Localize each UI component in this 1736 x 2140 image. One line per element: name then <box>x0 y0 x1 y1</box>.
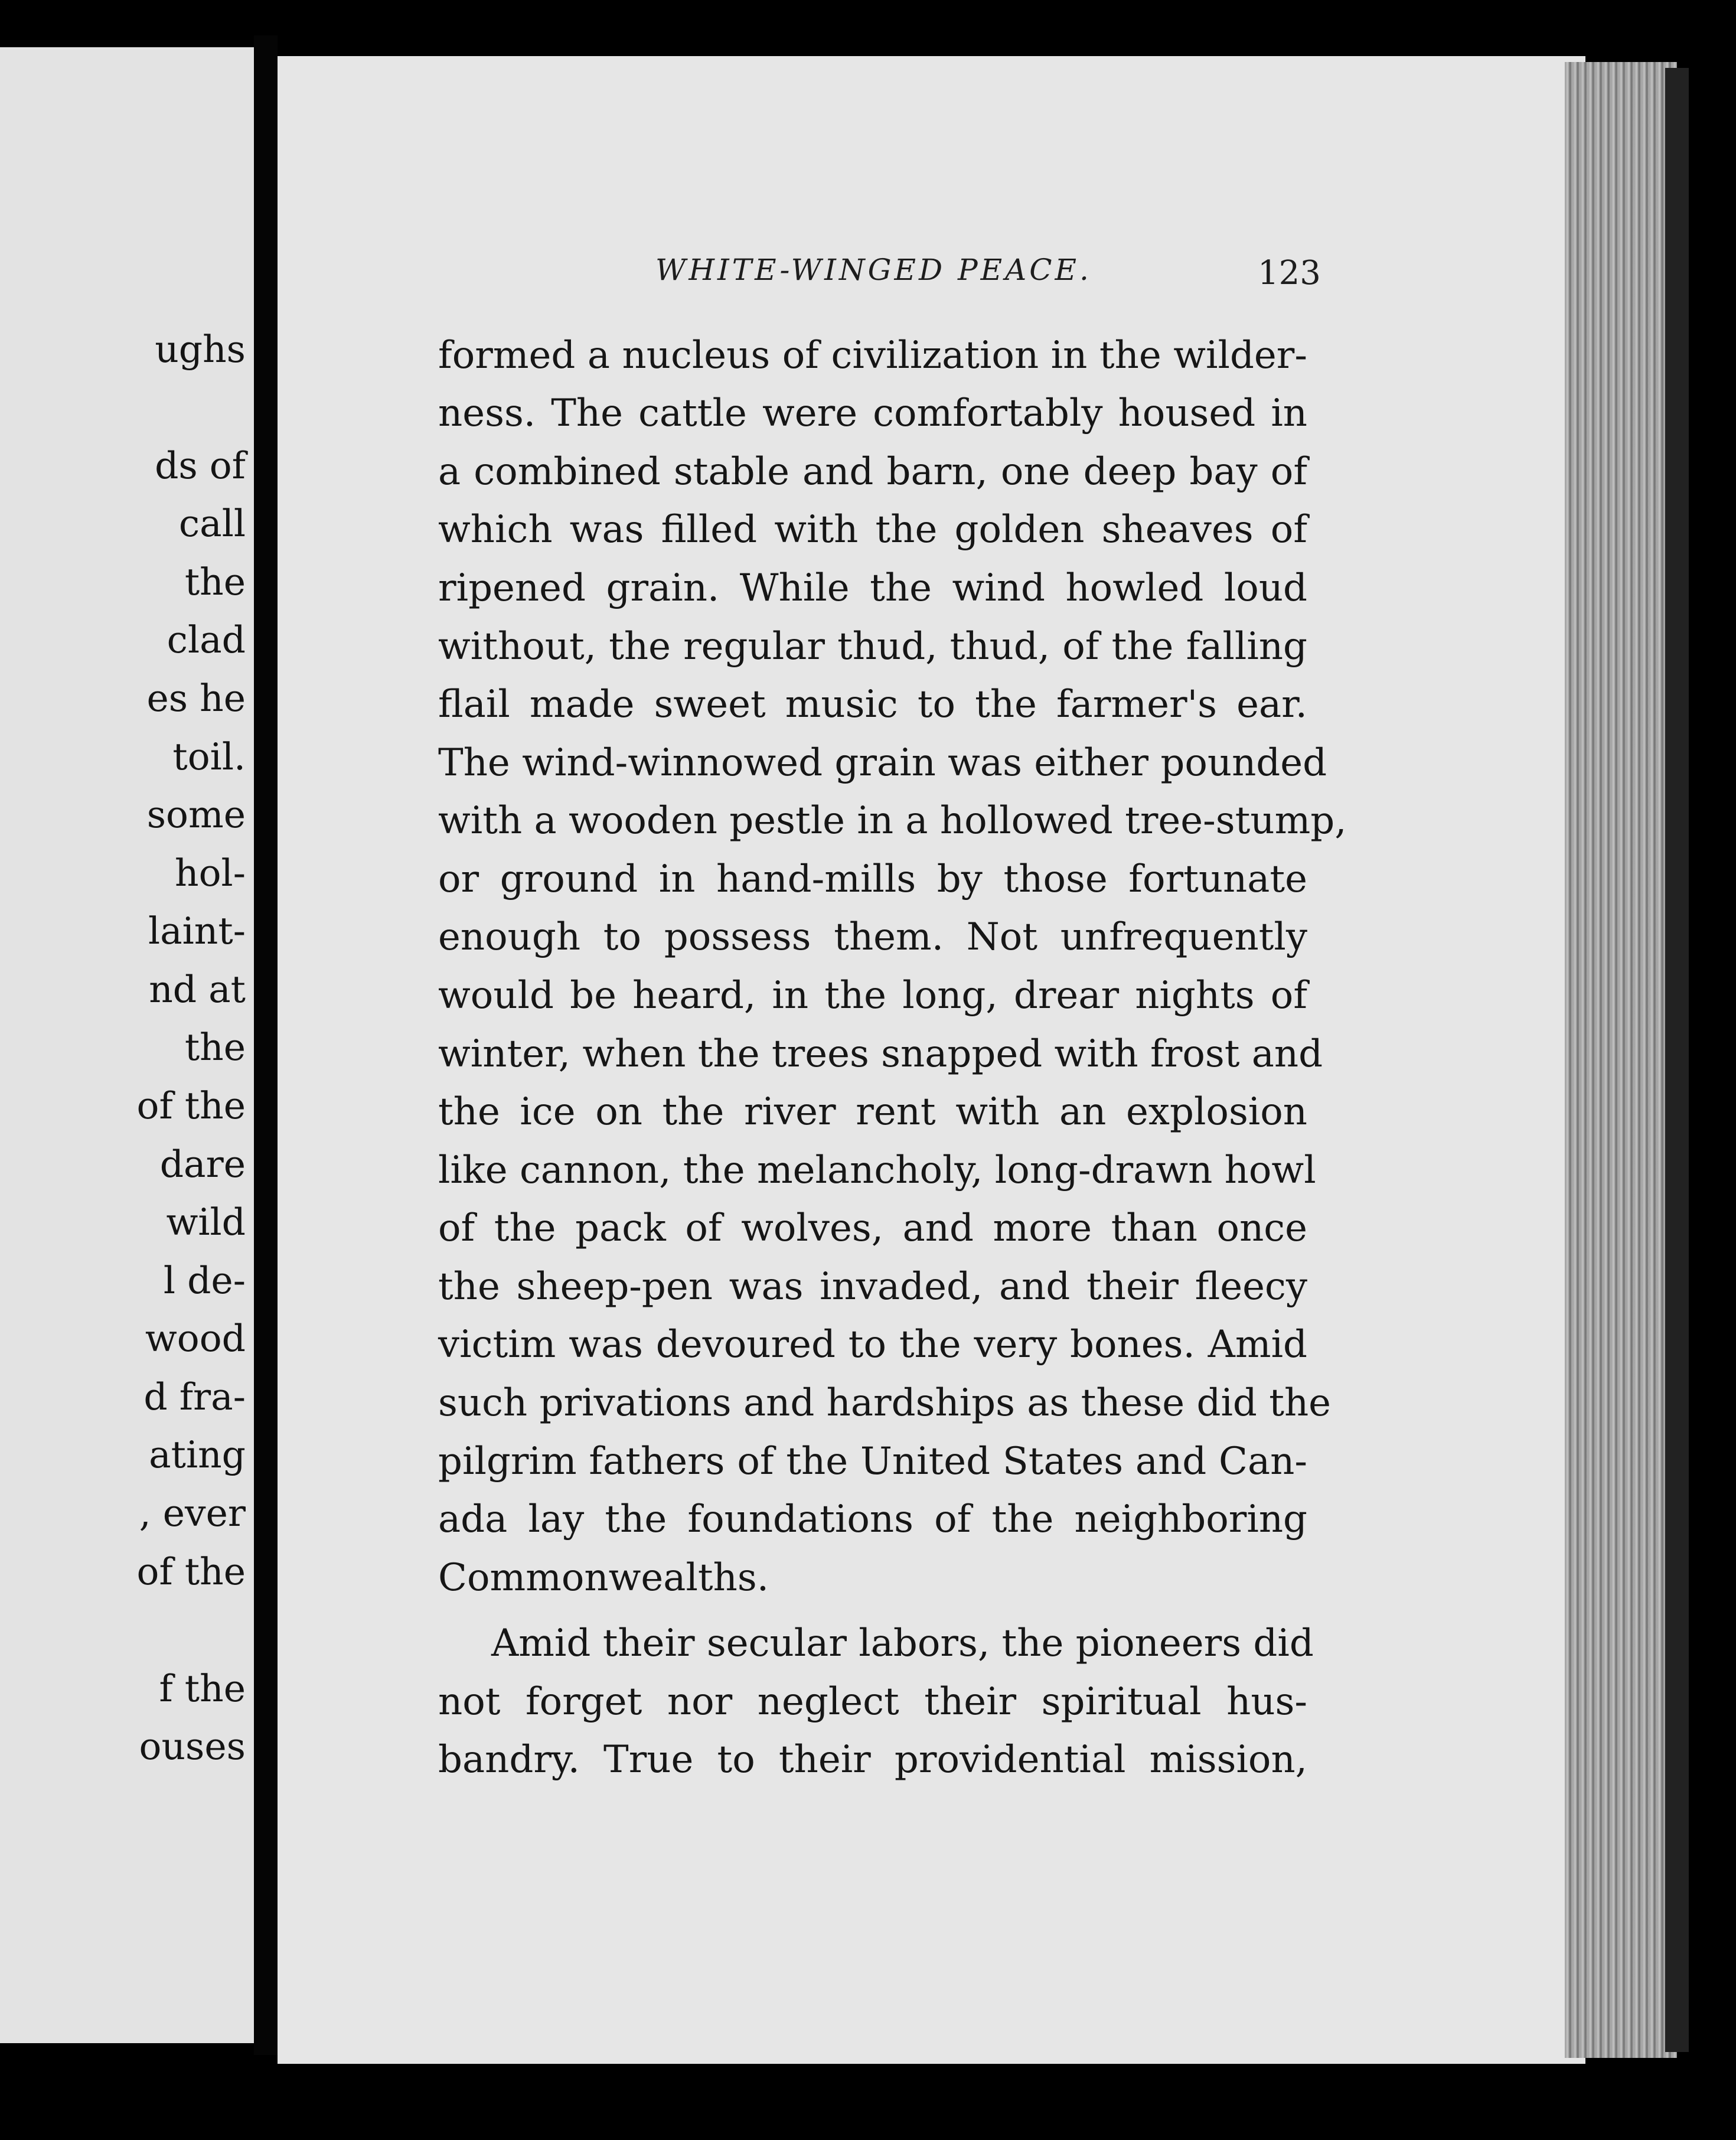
left-page-line: call <box>178 502 246 545</box>
page-fore-edge <box>1565 62 1677 2058</box>
body-text-line: formed a nucleus of civilization in the wilder- <box>438 334 1307 377</box>
book-gutter <box>254 35 278 2055</box>
left-page-line: the <box>184 560 246 603</box>
body-text-line: like cannon, the melancholy, long-drawn howl <box>438 1149 1316 1192</box>
body-text-line: The wind-winnowed grain was either pounded <box>438 741 1327 785</box>
body-text-line: not forget nor neglect their spiritual hus- <box>438 1680 1307 1724</box>
page-edge-shadow <box>1665 68 1689 2052</box>
left-page-line: dare <box>159 1143 246 1186</box>
left-page-line: f the <box>159 1667 246 1710</box>
left-page-line: es he <box>146 677 246 720</box>
left-page-line: wild <box>166 1201 246 1244</box>
left-page-line: nd at <box>149 968 246 1011</box>
body-text-line: victim was devoured to the very bones. Amid <box>438 1323 1307 1366</box>
body-text-line: a combined stable and barn, one deep bay of <box>438 450 1307 494</box>
body-text-line: flail made sweet music to the farmer's ear. <box>438 683 1307 726</box>
body-text-line: pilgrim fathers of the United States and Can- <box>438 1440 1307 1483</box>
running-head: WHITE-WINGED PEACE. <box>655 253 1092 287</box>
left-page-line: of the <box>136 1550 246 1593</box>
body-text-line: Commonwealths. <box>438 1556 769 1600</box>
left-page-line: ds of <box>155 444 246 487</box>
body-text-line: or ground in hand-mills by those fortunate <box>438 857 1307 901</box>
left-page-line: laint- <box>148 909 246 952</box>
left-page-line: some <box>146 793 246 836</box>
body-text-line: Amid their secular labors, the pioneers did <box>491 1622 1314 1665</box>
left-page-line: toil. <box>172 735 246 778</box>
left-page-line: of the <box>136 1084 246 1127</box>
left-page-line: l de- <box>163 1259 246 1302</box>
left-page <box>0 47 254 2043</box>
body-text-line: the sheep-pen was invaded, and their fleecy <box>438 1265 1307 1309</box>
left-page-line: ouses <box>139 1725 246 1768</box>
body-text-line: which was filled with the golden sheaves of <box>438 508 1307 552</box>
body-text-line: with a wooden pestle in a hollowed tree-stump, <box>438 799 1347 843</box>
body-text-line: of the pack of wolves, and more than once <box>438 1206 1307 1250</box>
left-page-line: d fra- <box>143 1375 246 1418</box>
body-text-line: such privations and hardships as these did the <box>438 1381 1332 1425</box>
left-page-line: wood <box>145 1317 246 1360</box>
body-text-line: winter, when the trees snapped with frost and <box>438 1032 1323 1076</box>
left-page-line: , ever <box>139 1492 246 1535</box>
body-text-line: the ice on the river rent with an explosion <box>438 1090 1307 1134</box>
left-page-line: clad <box>167 618 246 661</box>
body-text-line: would be heard, in the long, drear nights of <box>438 974 1307 1017</box>
page-number: 123 <box>1258 254 1321 292</box>
left-page-line: ating <box>149 1433 246 1476</box>
body-text-line: ada lay the foundations of the neighboring <box>438 1498 1307 1541</box>
left-page-line: ughs <box>155 328 246 371</box>
body-text-line: bandry. True to their providential mission, <box>438 1738 1307 1782</box>
body-text-line: without, the regular thud, thud, of the falling <box>438 625 1307 668</box>
left-page-line: hol- <box>175 852 246 895</box>
body-text-line: enough to possess them. Not unfrequently <box>438 915 1307 959</box>
body-text-line: ripened grain. While the wind howled loud <box>438 566 1307 610</box>
left-page-line: the <box>184 1026 246 1069</box>
body-text-line: ness. The cattle were comfortably housed in <box>438 392 1307 435</box>
